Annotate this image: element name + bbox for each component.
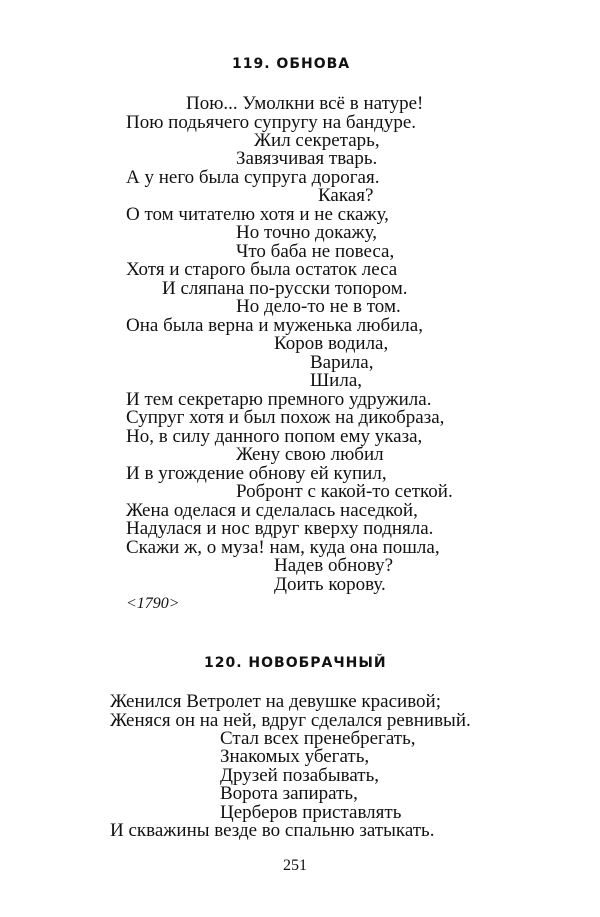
poem-line: Друзей позабывать, (220, 765, 379, 786)
poem-line: Жену свою любил (236, 444, 384, 465)
poem-title: 120. НОВОБРАЧНЫЙ (204, 655, 387, 671)
poem-line: Супруг хотя и был похож на дикобраза, (126, 407, 445, 428)
poem-line: Пою... Умолкни всё в натуре! (186, 93, 424, 114)
poem-line: О том читателю хотя и не скажу, (126, 204, 389, 225)
poem-line: И сляпана по-русски топором. (162, 278, 408, 299)
page-number: 251 (283, 857, 307, 874)
poem-line: Женился Ветролет на девушке красивой; (110, 691, 441, 712)
poem-line: Шила, (310, 370, 362, 391)
poem-line: Завязчивая тварь. (236, 148, 378, 169)
poem-line: Хотя и старого была остаток леса (126, 259, 398, 280)
poem-line: И скважины везде во спальню затыкать. (110, 820, 435, 841)
poem-line: Стал всех пренебрегать, (220, 728, 416, 749)
poem-line: И тем секретарю премного удружила. (126, 389, 432, 410)
poem-line: Знакомых убегать, (220, 746, 370, 767)
poem-line: Скажи ж, о муза! нам, куда она пошла, (126, 537, 440, 558)
poem-line: Но дело-то не в том. (236, 296, 401, 317)
poem-line: Доить корову. (274, 574, 386, 595)
poem-line: Коров водила, (274, 333, 389, 354)
poem-line: Жил секретарь, (254, 130, 380, 151)
poem-line: Варила, (310, 352, 374, 373)
poem-line: Она была верна и муженька любила, (126, 315, 423, 336)
poem-line: Надулася и нос вдруг кверху подняла. (126, 518, 434, 539)
poem-date: <1790> (126, 595, 180, 612)
poem-line: Но, в силу данного попом ему указа, (126, 426, 423, 447)
poem-line: Робронт с какой-то сеткой. (236, 481, 453, 502)
poem-line: И в угождение обнову ей купил, (126, 463, 387, 484)
poem-line: Жена оделася и сделалась наседкой, (126, 500, 418, 521)
poem-line: Какая? (318, 185, 374, 206)
poem-line: Пою подьячего супругу на бандуре. (126, 112, 417, 133)
poem-title: 119. ОБНОВА (232, 56, 351, 72)
poem-line: Ворота запирать, (220, 783, 358, 804)
poem-line: Церберов приставлять (220, 802, 402, 823)
poem-line: А у него была супруга дорогая. (126, 167, 380, 188)
poem-line: Но точно докажу, (236, 222, 378, 243)
poem-line: Женяся он на ней, вдруг сделался ревнивый. (110, 710, 471, 731)
poem-line: Надев обнову? (274, 555, 394, 576)
poem-line: Что баба не повеса, (236, 241, 395, 262)
